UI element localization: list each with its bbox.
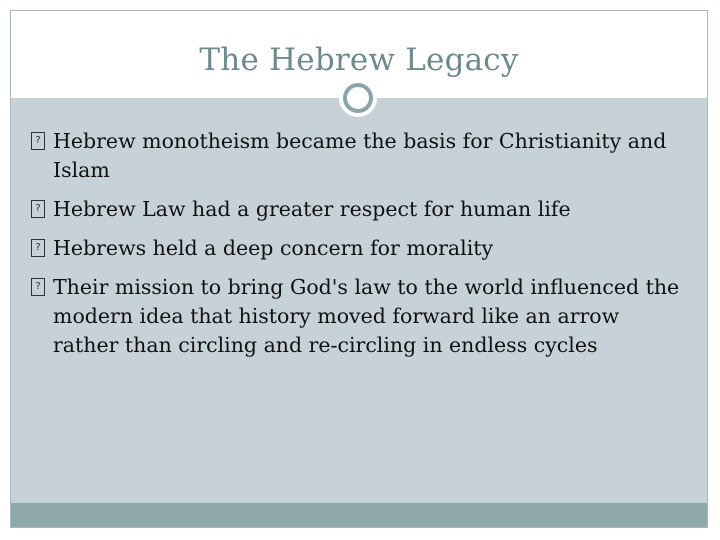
bullet-text: Their mission to bring God's law to the world influenced the modern idea that history moved forward like an arrow rather than circling and re-circling in endless cycles [53, 275, 680, 357]
bullet-item [31, 273, 691, 360]
bullet-item [31, 127, 691, 185]
missing-glyph-icon: ? [31, 132, 45, 150]
bullet-text: Hebrew Law had a greater respect for human life [53, 197, 571, 221]
missing-glyph-icon: ? [31, 239, 45, 257]
bullet-text: Hebrew monotheism became the basis for Christianity and Islam [53, 129, 667, 182]
bullet-item [31, 195, 691, 224]
bullet-text: Hebrews held a deep concern for morality [53, 236, 494, 260]
missing-glyph-icon: ? [31, 200, 45, 218]
slide-title: The Hebrew Legacy [199, 42, 519, 78]
footer-bar [11, 503, 707, 527]
bullet-list [31, 127, 691, 370]
missing-glyph-icon: ? [31, 278, 45, 296]
circle-ornament-icon [343, 83, 373, 113]
bullet-item [31, 234, 691, 263]
